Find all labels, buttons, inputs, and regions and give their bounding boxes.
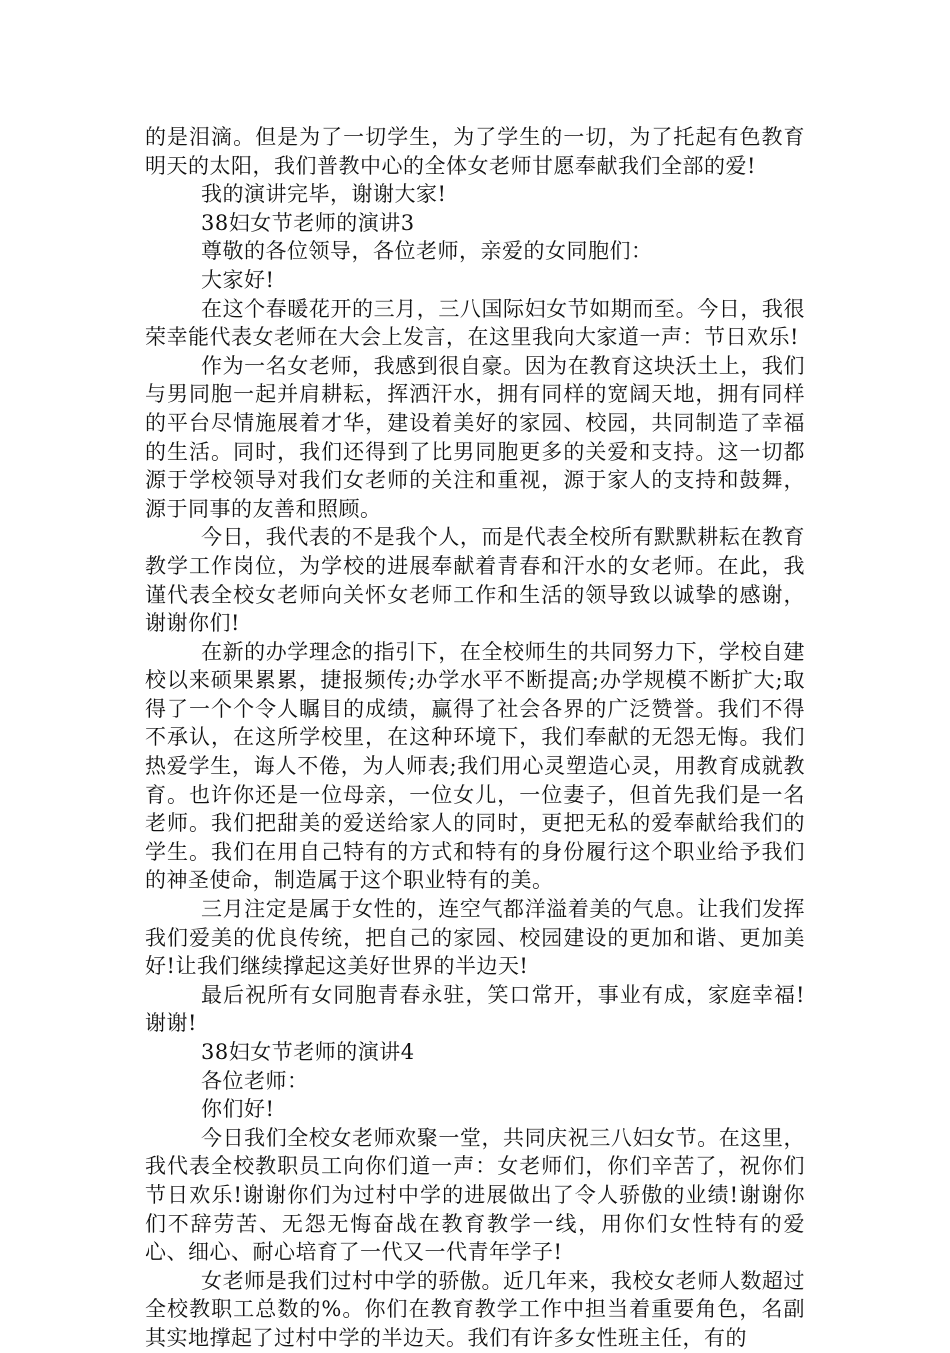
paragraph: 今日，我代表的不是我个人，而是代表全校所有默默耕耘在教育教学工作岗位，为学校的进展奉献着青春和汗水的女老师。在此，我谨代表全校女老师向关怀女老师工作和生活的领导致以诚挚的感谢，谢谢你们! [145, 525, 805, 636]
paragraph: 38妇女节老师的演讲4 [201, 1040, 415, 1064]
paragraph: 在新的办学理念的指引下，在全校师生的共同努力下，学校自建校以来硕果累累，捷报频传;办学水平不断提高;办学规模不断扩大;取得了一个个令人瞩目的成绩，赢得了社会各界的广泛赞誉。我们不得不承认，在这所学校里，在这种环境下，我们奉献的无怨无悔。我们热爱学生，诲人不倦，为人师表;我们用心灵塑造心灵，用教育成就教育。也许你还是一位母亲，一位女儿，一位妻子，但首先我们是一名老师。我们把甜美的爱送给家人的同时，更把无私的爱奉献给我们的学生。我们在用自己特有的方式和特有的身份履行这个职业给予我们的神圣使命，制造属于这个职业特有的美。 [145, 639, 805, 893]
document-body [145, 123, 805, 1353]
paragraph: 在这个春暖花开的三月，三八国际妇女节如期而至。今日，我很荣幸能代表女老师在大会上发言，在这里我向大家道一声：节日欢乐! [145, 296, 805, 350]
paragraph: 我的演讲完毕，谢谢大家! [201, 182, 447, 207]
paragraph: 的是泪滴。但是为了一切学生，为了学生的一切，为了托起有色教育明天的太阳，我们普教中心的全体女老师甘愿奉献我们全部的爱! [145, 125, 805, 178]
paragraph: 三月注定是属于女性的，连空气都洋溢着美的气息。让我们发挥我们爱美的优良传统，把自己的家园、校园建设的更加和谐、更加美好!让我们继续撑起这美好世界的半边天! [145, 897, 805, 979]
paragraph: 大家好! [201, 267, 275, 292]
paragraph: 女老师是我们过村中学的骄傲。近几年来，我校女老师人数超过全校教职工总数的%。你们在教育教学工作中担当着重要角色，名副其实地撑起了过村中学的半边天。我们有许多女性班主任，有的 [145, 1268, 805, 1350]
paragraph: 最后祝所有女同胞青春永驻，笑口常开，事业有成，家庭幸福!谢谢! [145, 982, 805, 1036]
paragraph: 今日我们全校女老师欢聚一堂，共同庆祝三八妇女节。在这里，我代表全校教职员工向你们道一声：女老师们，你们辛苦了，祝你们节日欢乐!谢谢你们为过村中学的进展做出了令人骄傲的业绩!谢谢你们不辞劳苦、无怨无悔奋战在教育教学一线，用你们女性特有的爱心、细心、耐心培育了一代又一代青年学子! [145, 1125, 805, 1265]
paragraph: 各位老师： [201, 1068, 309, 1093]
paragraph: 你们好! [201, 1097, 275, 1122]
paragraph: 38妇女节老师的演讲3 [201, 210, 415, 235]
paragraph: 尊敬的各位领导，各位老师，亲爱的女同胞们： [201, 239, 653, 264]
paragraph: 作为一名女老师，我感到很自豪。因为在教育这块沃土上，我们与男同胞一起并肩耕耘，挥洒汗水，拥有同样的宽阔天地，拥有同样的平台尽情施展着才华，建设着美好的家园、校园，共同制造了幸福的生活。同时，我们还得到了比男同胞更多的关爱和支持。这一切都源于学校领导对我们女老师的关注和重视，源于家人的支持和鼓舞，源于同事的友善和照顾。 [145, 353, 805, 521]
